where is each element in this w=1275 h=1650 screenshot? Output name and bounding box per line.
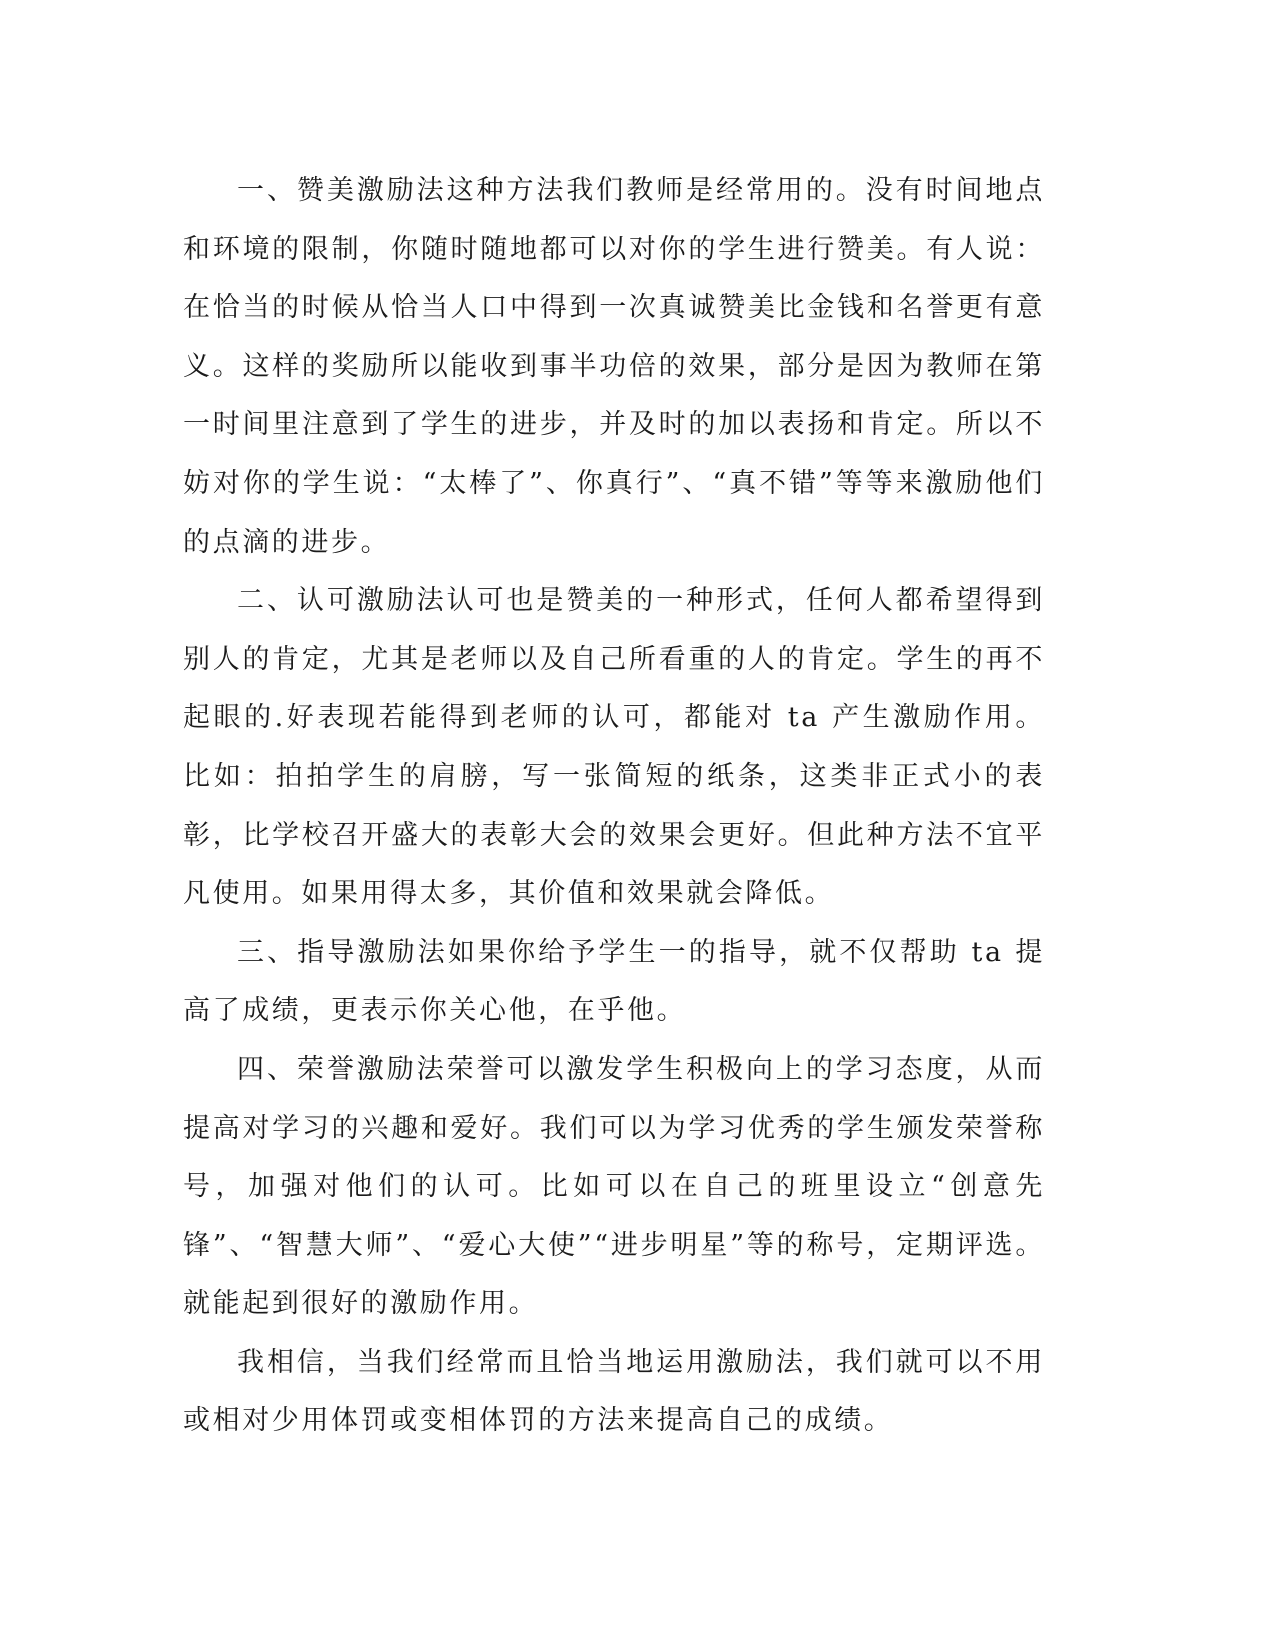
paragraph-praise-motivation: 一、赞美激励法这种方法我们教师是经常用的。没有时间地点和环境的限制，你随时随地都可以对你的学生进行赞美。有人说：在恰当的时候从恰当人口中得到一次真诚赞美比金钱和名誉更有意义。这样的奖励所以能收到事半功倍的效果，部分是因为教师在第一时间里注意到了学生的进步，并及时的加以表扬和肯定。所以不妨对你的学生说：“太棒了”、你真行”、“真不错”等等来激励他们的点滴的进步。 bbox=[183, 175, 1045, 558]
paragraph-honor-motivation: 四、荣誉激励法荣誉可以激发学生积极向上的学习态度，从而提高对学习的兴趣和爱好。我们可以为学习优秀的学生颁发荣誉称号，加强对他们的认可。比如可以在自己的班里设立“创意先锋”、“智慧大师”、“爱心大使”“进步明星”等的称号，定期评选。就能起到很好的激励作用。 bbox=[183, 1053, 1045, 1320]
paragraph-conclusion: 我相信，当我们经常而且恰当地运用激励法，我们就可以不用或相对少用体罚或变相体罚的方法来提高自己的成绩。 bbox=[183, 1346, 1045, 1437]
paragraph-recognition-motivation: 二、认可激励法认可也是赞美的一种形式，任何人都希望得到别人的肯定，尤其是老师以及自己所看重的人的肯定。学生的再不起眼的.好表现若能得到老师的认可，都能对 ta 产生激励作用。比如：拍拍学生的肩膀，写一张简短的纸条，这类非正式小的表彰，比学校召开盛大的表彰大会的效果会更好。但此种方法不宜平凡使用。如果用得太多，其价值和效果就会降低。 bbox=[183, 585, 1045, 910]
document-body bbox=[183, 162, 1045, 1451]
paragraph-guidance-motivation: 三、指导激励法如果你给予学生一的指导，就不仅帮助 ta 提高了成绩，更表示你关心他，在乎他。 bbox=[183, 936, 1045, 1027]
